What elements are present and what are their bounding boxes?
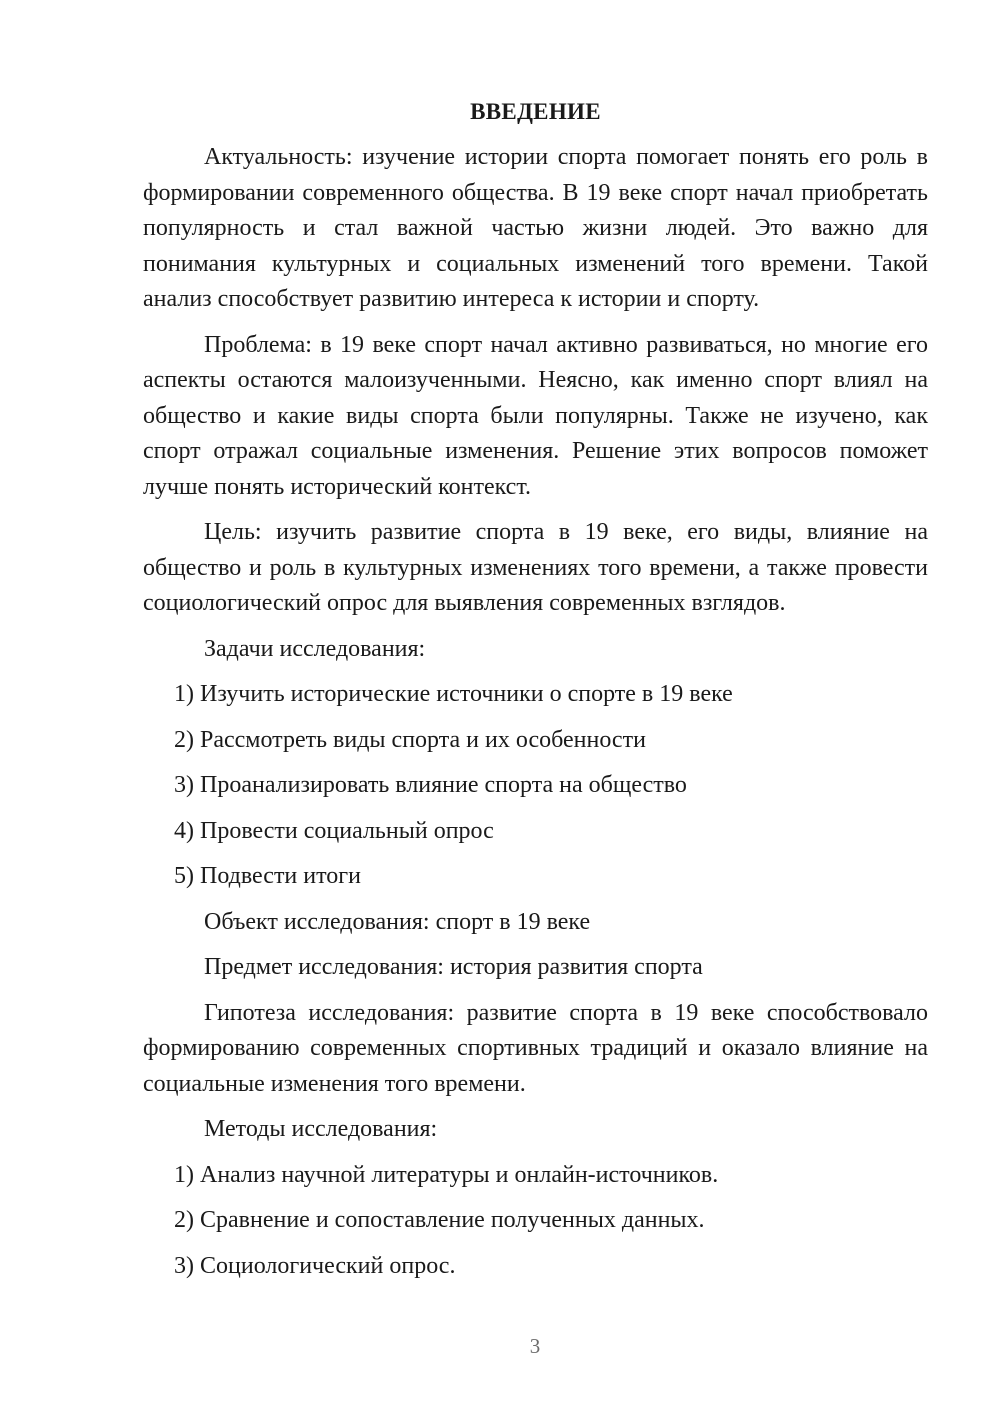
tasks-heading: Задачи исследования: xyxy=(204,635,426,662)
section-heading: ВВЕДЕНИЕ xyxy=(470,99,601,124)
research-object: Объект исследования: спорт в 19 веке xyxy=(204,908,591,935)
task-item: 3) Проанализировать влияние спорта на общество xyxy=(174,772,687,798)
research-subject: Предмет исследования: история развития спорта xyxy=(204,954,703,980)
page-content xyxy=(143,97,928,1294)
page-number: 3 xyxy=(529,1334,541,1358)
relevance-paragraph: Актуальность: изучение истории спорта помогает понять его роль в формировании современного общества. В 19 веке спорт начал приобретать популярность и стал важной частью жизни людей. Это важно для понимания культурных и социальных изменений того времени. Такой анализ способствует развитию интереса к истории и спорту. xyxy=(143,144,928,312)
methods-heading: Методы исследования: xyxy=(204,1116,438,1142)
task-item: 4) Провести социальный опрос xyxy=(174,817,494,844)
problem-paragraph: Проблема: в 19 веке спорт начал активно развиваться, но многие его аспекты остаются малоизученными. Неясно, как именно спорт влиял на общество и какие виды спорта были популярны. Также не изучено, как спорт отражал социальные изменения. Решение этих вопросов поможет лучше понять исторический контекст. xyxy=(143,331,928,500)
hypothesis-paragraph: Гипотеза исследования: развитие спорта в 19 веке способствовало формированию современных спортивных традиций и оказало влияние на социальные изменения того времени. xyxy=(143,999,928,1097)
task-item: 5) Подвести итоги xyxy=(174,863,361,889)
method-item: 3) Социологический опрос. xyxy=(174,1252,456,1279)
goal-paragraph: Цель: изучить развитие спорта в 19 веке, его виды, влияние на общество и роль в культурных изменениях того времени, а также провести социологический опрос для выявления современных взглядов. xyxy=(143,519,928,616)
method-item: 1) Анализ научной литературы и онлайн-источников. xyxy=(174,1161,719,1188)
task-item: 1) Изучить исторические источники о спорте в 19 веке xyxy=(174,681,733,707)
method-item: 2) Сравнение и сопоставление полученных данных. xyxy=(174,1207,705,1233)
task-item: 2) Рассмотреть виды спорта и их особенности xyxy=(174,726,646,753)
